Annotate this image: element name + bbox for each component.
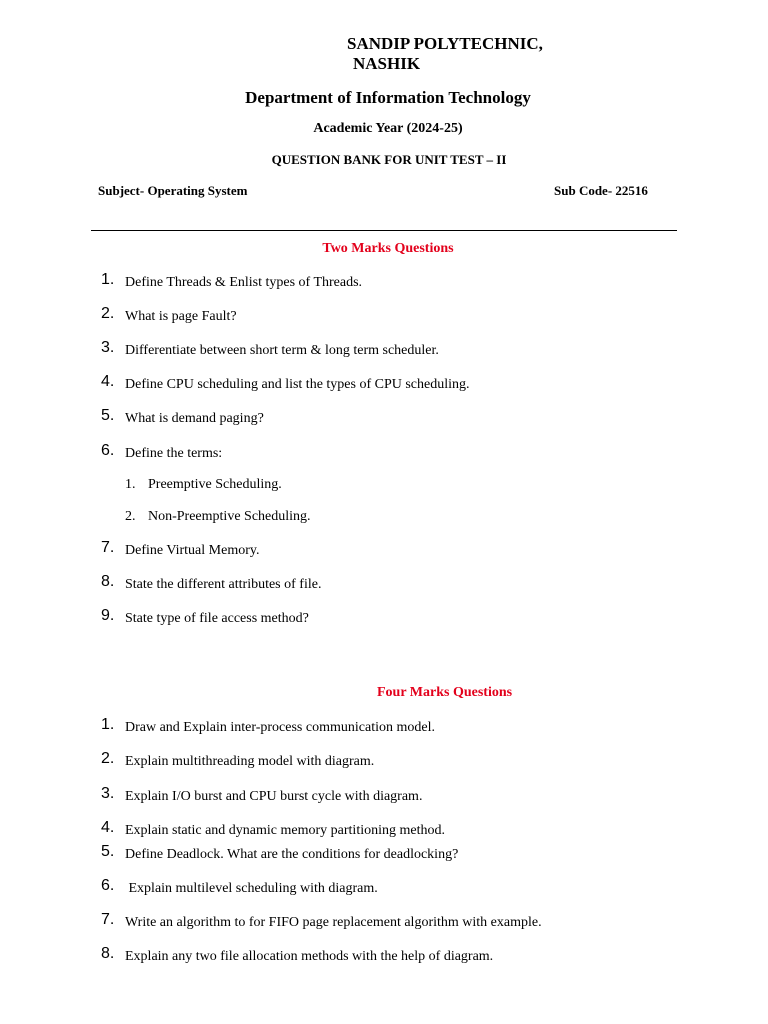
question-number: 1. bbox=[101, 716, 115, 733]
question-number: 6. bbox=[101, 442, 115, 459]
question-text: Define the terms: bbox=[125, 446, 223, 461]
question-number: 2. bbox=[101, 750, 115, 767]
question-text: What is page Fault? bbox=[125, 309, 237, 324]
question-number: 5. bbox=[101, 843, 115, 860]
question-number: 1. bbox=[101, 271, 115, 288]
question-text: Explain multilevel scheduling with diagram. bbox=[125, 881, 378, 896]
question-text: Define CPU scheduling and list the types of CPU scheduling. bbox=[125, 377, 470, 392]
question-number: 7. bbox=[101, 539, 115, 556]
question-text: Explain I/O burst and CPU burst cycle with diagram. bbox=[125, 789, 423, 804]
question-number: 7. bbox=[101, 911, 115, 928]
question-number: 9. bbox=[101, 607, 115, 624]
question-text: State the different attributes of file. bbox=[125, 577, 322, 592]
question-text: Define Deadlock. What are the conditions for deadlocking? bbox=[125, 847, 459, 862]
question-number: 2. bbox=[101, 305, 115, 322]
header-divider bbox=[91, 230, 677, 231]
question-text: Define Threads & Enlist types of Threads. bbox=[125, 275, 363, 290]
question-text: Explain multithreading model with diagram. bbox=[125, 754, 375, 769]
question-number: 4. bbox=[101, 819, 115, 836]
question-text: Explain any two file allocation methods with the help of diagram. bbox=[125, 949, 494, 964]
subitem-text: Preemptive Scheduling. bbox=[148, 477, 282, 492]
question-text: Write an algorithm to for FIFO page replacement algorithm with example. bbox=[125, 915, 542, 930]
institute-city: NASHIK bbox=[353, 54, 421, 73]
question-text: Explain static and dynamic memory partitioning method. bbox=[125, 823, 445, 838]
question-text: What is demand paging? bbox=[125, 411, 264, 426]
question-number: 8. bbox=[101, 945, 115, 962]
question-number: 5. bbox=[101, 407, 115, 424]
department-title: Department of Information Technology bbox=[245, 88, 531, 107]
question-number: 4. bbox=[101, 373, 115, 390]
question-text: Differentiate between short term & long term scheduler. bbox=[125, 343, 439, 358]
academic-year: Academic Year (2024-25) bbox=[313, 121, 463, 136]
question-text: State type of file access method? bbox=[125, 611, 309, 626]
subitem-number: 2. bbox=[125, 509, 136, 524]
two-marks-heading: Two Marks Questions bbox=[322, 241, 454, 256]
document-title: QUESTION BANK FOR UNIT TEST – II bbox=[271, 152, 507, 167]
question-number: 6. bbox=[101, 877, 115, 894]
question-number: 3. bbox=[101, 785, 115, 802]
question-text: Draw and Explain inter-process communication model. bbox=[125, 720, 435, 735]
subitem-number: 1. bbox=[125, 477, 136, 492]
subitem-text: Non-Preemptive Scheduling. bbox=[148, 509, 311, 524]
subject-code: Sub Code- 22516 bbox=[554, 183, 648, 198]
institute-name: SANDIP POLYTECHNIC, bbox=[347, 34, 543, 53]
question-text: Define Virtual Memory. bbox=[125, 543, 260, 558]
four-marks-heading: Four Marks Questions bbox=[377, 685, 513, 700]
subject-label: Subject- Operating System bbox=[98, 183, 248, 198]
question-number: 3. bbox=[101, 339, 115, 356]
question-number: 8. bbox=[101, 573, 115, 590]
